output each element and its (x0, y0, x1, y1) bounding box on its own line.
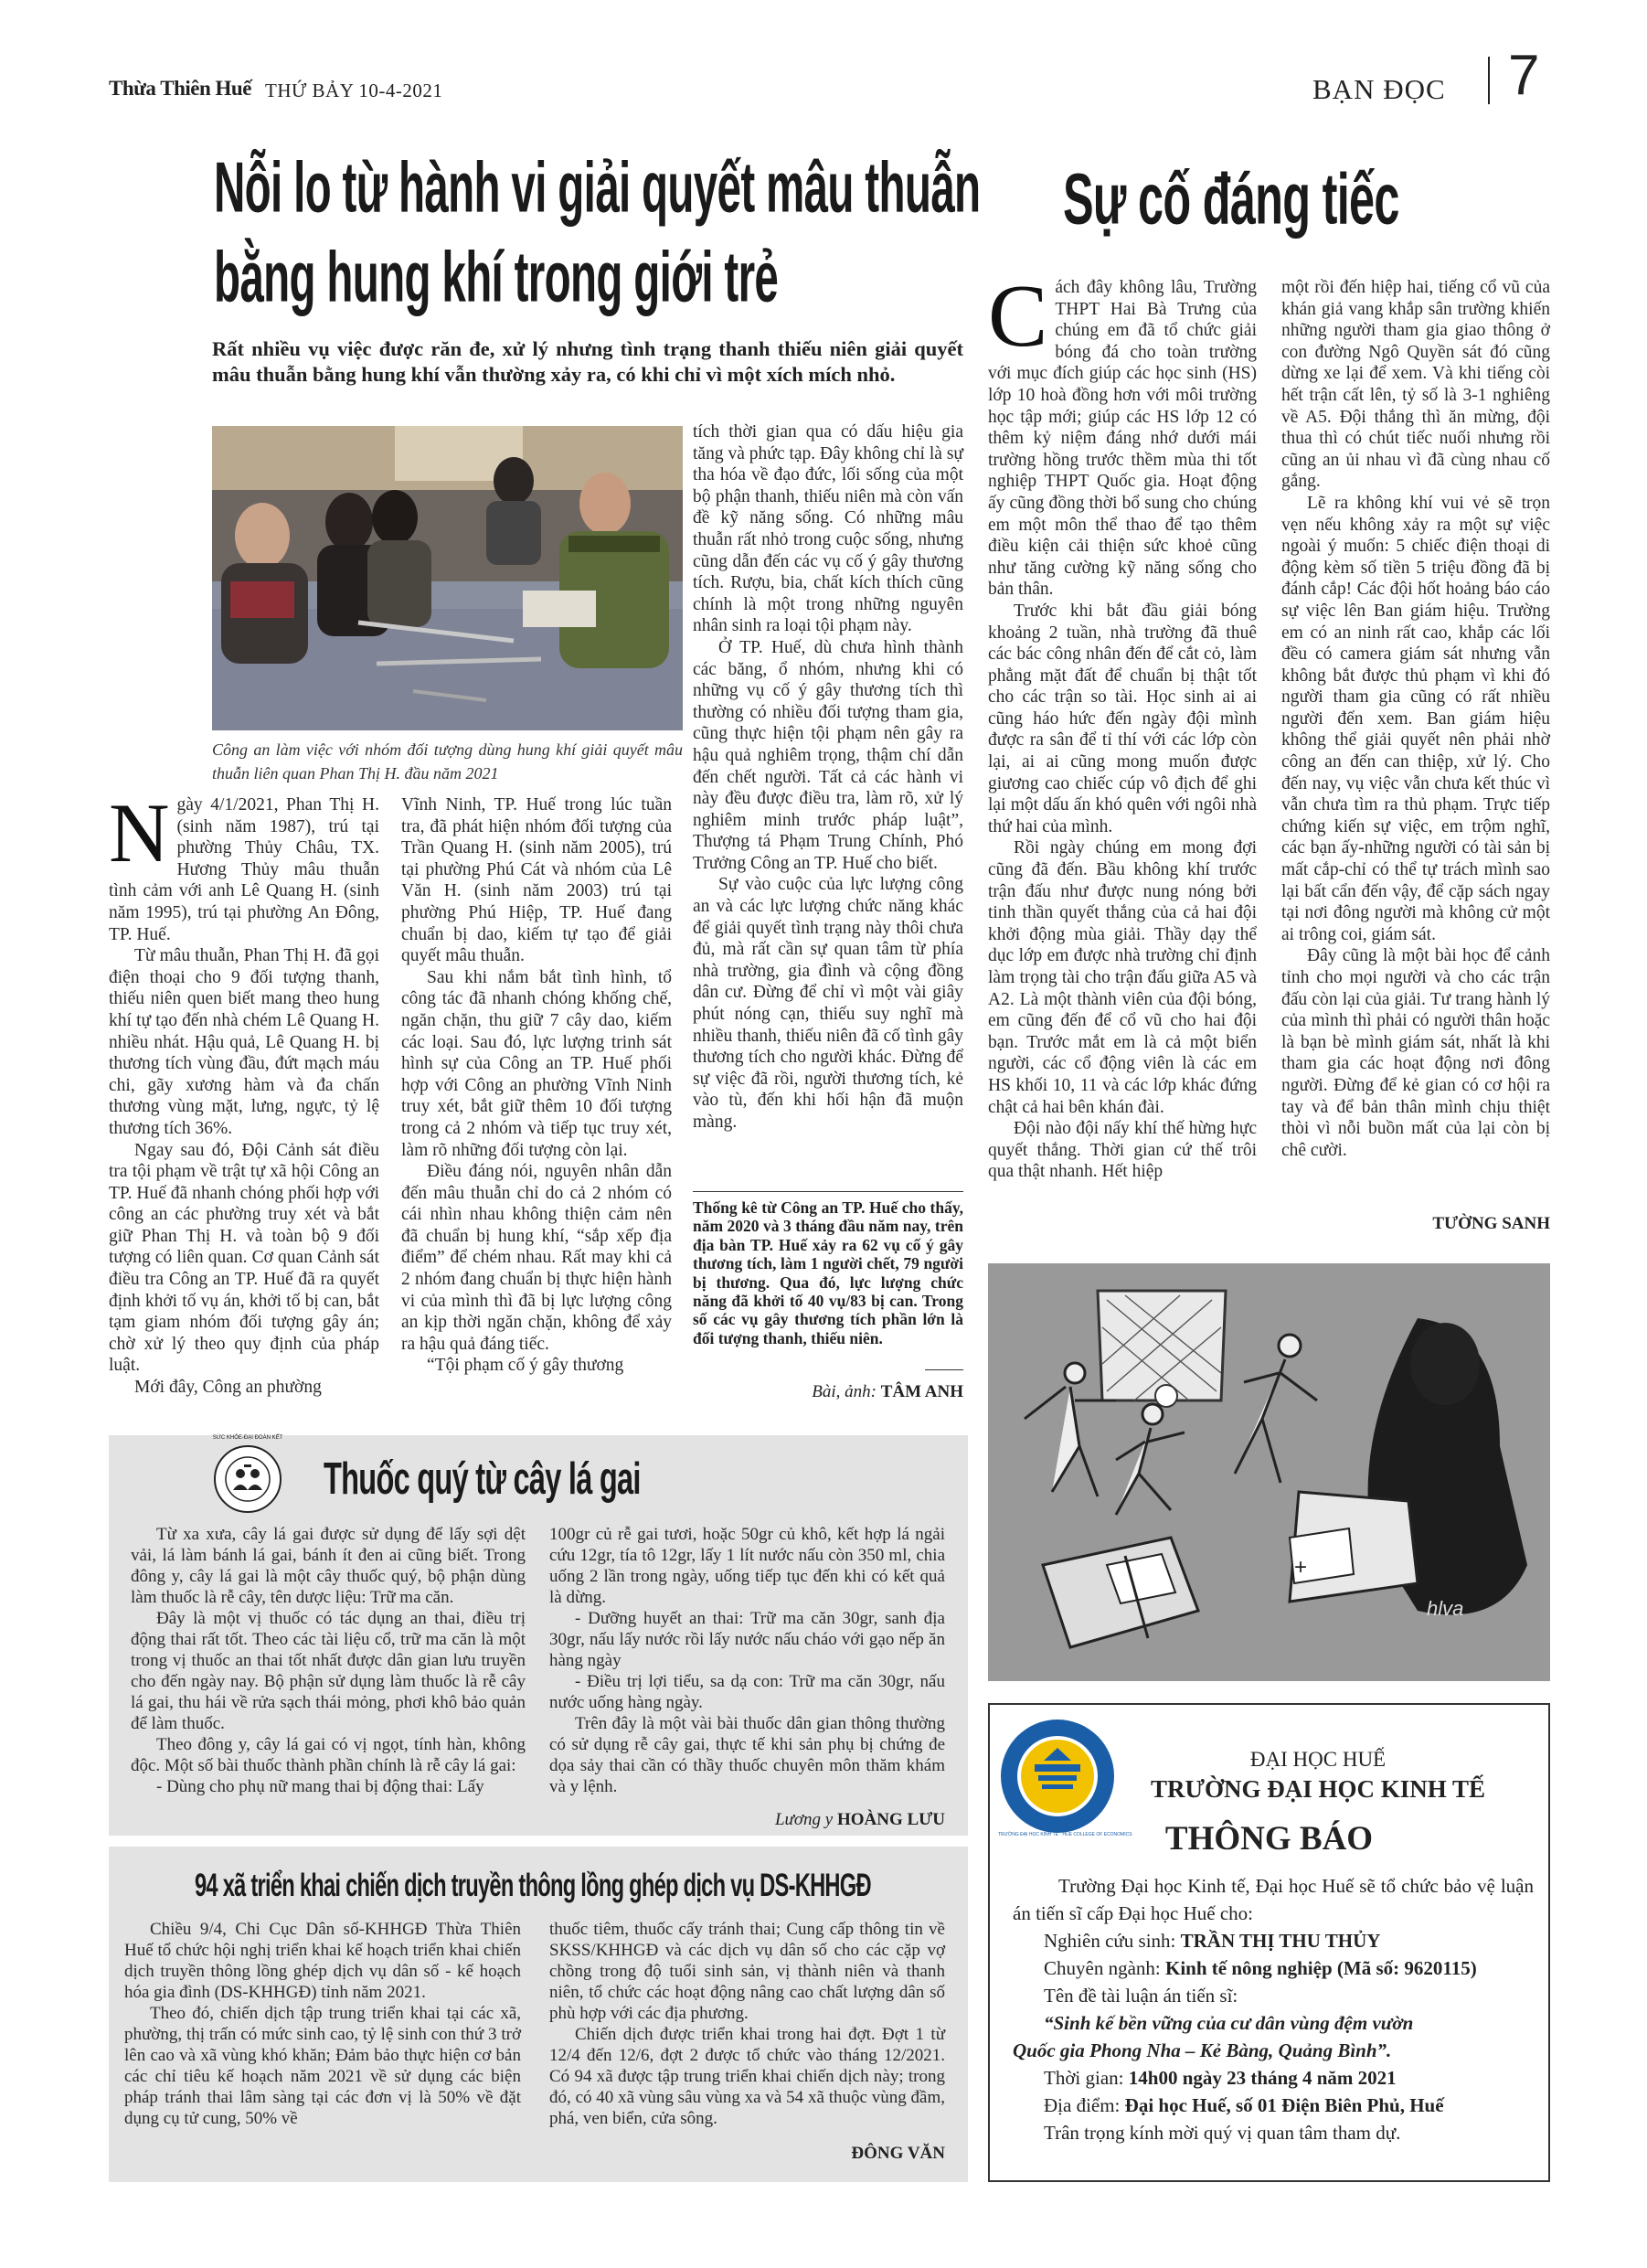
stat-end-rule (925, 1369, 963, 1370)
page-number: 7 (1508, 44, 1540, 107)
side-col1-p2: Trước khi bắt đầu giải bóng khoảng 2 tuần, nhà trường đã thuê các bác công nhân đến để cắt cỏ, làm phẳng mặt đất để chuẩn bị thật tốt cho các trận so tài. Học sinh ai ai cũng háo hức đến ngày đội mình được ra sân để tỉ thí với các lớp còn lại, ai ai cũng mong muốn được giương cao chiếc cúp vô địch để ghi lại một dấu ấn khó quên với ngôi nhà thứ hai của mình. (988, 601, 1257, 836)
illustration (988, 1263, 1550, 1681)
side-col1 (988, 267, 1257, 1183)
population-col1 (124, 1919, 521, 2129)
notice-school: TRƯỜNG ĐẠI HỌC KINH TẾ (1150, 1775, 1486, 1803)
notice-place: Đại học Huế, số 01 Điện Biên Phủ, Huế (1124, 2094, 1444, 2116)
medicine-col2-p2: - Dưỡng huyết an thai: Trữ ma căn 30gr, sanh địa 30gr, nấu lấy nước rồi lấy nước nấu cháo với gạo nếp ăn hàng ngày (549, 1609, 945, 1670)
medicine-col1-p4: - Dùng cho phụ nữ mang thai bị động thai: Lấy (156, 1777, 484, 1796)
main-col1-p2: Từ mâu thuẫn, Phan Thị H. đã gọi điện thoại cho 9 đối tượng thanh, thiếu niên quen biết mang theo hung khí tự tạo đến nhà chém Lê Quang H. nhiều nhát. Hậu quả, Lê Quang H. bị thương tích vùng đầu, đứt mạch máu chi, gãy xương hàm và đa chấn thương vùng mặt, lưng, ngực, tỷ lệ thương tích 36%. (109, 946, 379, 1138)
main-col3-p1: tích thời gian qua có dấu hiệu gia tăng và phức tạp. Đây không chỉ là sự tha hóa về đạo đức, lối sống của một bộ phận thanh, thiếu niên mà còn vấn đề kỹ năng sống. Có những mâu thuẫn rất nhỏ trong cuộc sống, nhưng cũng dẫn đến các vụ cố ý gây thương tích. Rượu, bia, chất kích thích cũng chính là một trong những nguyên nhân sinh ra loại tội phạm này. (693, 422, 963, 636)
notice-researcher-label: Nghiên cứu sinh: (1044, 1930, 1181, 1952)
main-col2-p1: Vĩnh Ninh, TP. Huế trong lúc tuần tra, đã phát hiện nhóm đối tượng của Trần Quang H. (sinh năm 2005), trú tại phường Phú Cát và nhóm của Lê Văn H. (sinh năm 2003) trú tại phường Phú Hiệp, TP. Huế đang chuẩn bị dao, kiếm tự tạo để giải quyết mâu thuẫn. (401, 795, 672, 966)
side-col1-p1: Cách đây không lâu, Trường THPT Hai Bà Trưng của chúng em đã tổ chức giải bóng đá cho toàn trường với mục đích giúp các học sinh (HS) lớp 10 hoà đồng hơn với môi trường học tập mới; giúp các HS lớp 12 có thêm kỷ niệm đáng nhớ dưới mái trường hồng trước thềm mùa thi tốt nghiệp THPT Quốc gia. Hoạt động ấy cũng đồng thời bổ sung cho chúng em một môn thể thao để tạo thêm điều kiện cải thiện sức khoẻ cũng như tăng cường kỹ năng sống cho bản thân. (988, 267, 1257, 600)
health-logo (212, 1435, 283, 1514)
main-col1-p4: Mới đây, Công an phường (134, 1378, 322, 1398)
medicine-col1-p3: Theo đông y, cây lá gai có vị ngọt, tính hàn, không độc. Một số bài thuốc thành phần chính là rễ cây lá gai: (131, 1735, 526, 1775)
main-col1-p1: Ngày 4/1/2021, Phan Thị H. (sinh năm 1987), trú tại phường Thủy Châu, TX. Hương Thủy mâu thuẫn tình cảm với anh Lê Quang H. (sinh năm 1995), trú tại phường An Đông, TP. Huế. (109, 786, 379, 944)
population-col1-p1: Chiều 9/4, Chi Cục Dân số-KHHGĐ Thừa Thiên Huế tổ chức hội nghị triển khai kế hoạch triển khai chiến dịch truyền thông lồng ghép dịch vụ dân số - kế hoạch hóa gia đình (DS-KHHGĐ) tỉnh năm 2021. (124, 1920, 521, 2002)
notice-researcher: TRẦN THỊ THU THỦY (1180, 1930, 1381, 1952)
main-col1-p3: Ngay sau đó, Đội Cảnh sát điều tra tội phạm về trật tự xã hội Công an TP. Huế đã nhanh chóng phối hợp với công an các phường truy xét và bắt giữ Phan Thị H. và toàn bộ 9 đối tượng có liên quan. Cơ quan Cảnh sát điều tra Công an TP. Huế đã ra quyết định khởi tố vụ án, khởi tố bị can, bắt tạm giam nhóm đối tượng gây án; chờ xử lý theo quy định của pháp luật. (109, 1140, 379, 1376)
notice-thesis-line2: Quốc gia Phong Nha – Kẻ Bàng, Quảng Bình”. (1013, 2039, 1392, 2061)
notice-time-line (1013, 2064, 1534, 2092)
health-logo-icon (213, 1444, 282, 1514)
population-col1-p2: Theo đó, chiến dịch tập trung triển khai tại các xã, phường, thị trấn có mức sinh cao, tỷ lệ sinh con thứ 3 trở lên cao và xã vùng khó khăn; Đảm bảo thực hiện cơ bản các chỉ tiêu kế hoạch năm 2021 về sử dụng các biện pháp tránh thai lâm sàng tại các đơn vị là 50% về đặt dụng cụ tử cung, 50% về (124, 2004, 521, 2128)
notice-heading: THÔNG BÁO (1164, 1820, 1374, 1858)
side-col2-p1: một rồi đến hiệp hai, tiếng cổ vũ của khán giả vang khắp sân trường khiến những người tham gia giao thông ở con đường Ngô Quyền sát đó cũng dừng xe lại để xem. Và khi tiếng còi hết trận cất lên, tỷ số là 3-1 nghiêng về A5. Đội thắng thì ăn mừng, đội thua thì có chút tiếc nuối nhưng rồi cũng an ủi nhau vì đã cùng nhau cố gắng. (1281, 278, 1550, 492)
notice-researcher-line (1013, 1927, 1534, 1954)
main-photo (212, 426, 683, 730)
masthead: Thừa Thiên Huế (109, 77, 251, 100)
main-byline (693, 1382, 963, 1402)
side-col2 (1281, 277, 1550, 1161)
main-byline-name: TÂM ANH (880, 1382, 963, 1401)
notice-university: ĐẠI HỌC HUẾ (1249, 1748, 1387, 1771)
notice-time-label: Thời gian: (1044, 2067, 1129, 2089)
population-title: 94 xã triển khai chiến dịch truyền thông lồng ghép dịch vụ DS-KHHGĐ (195, 1867, 871, 1903)
notice-time: 14h00 ngày 23 tháng 4 năm 2021 (1128, 2067, 1397, 2089)
medicine-title: Thuốc quý từ cây lá gai (324, 1453, 641, 1505)
svg-text:+: + (1294, 1555, 1308, 1580)
side-col2-p2: Lẽ ra không khí vui vẻ sẽ trọn vẹn nếu không xảy ra một sự việc ngoài ý muốn: 5 chiếc điện thoại di động kèm số tiền 5 triệu đồng đã bị đánh cắp! Các đội hốt hoảng báo cáo sự việc lên Ban giám hiệu. Trường em có an ninh rất cao, khắp các lối đều có camera giám sát nhưng vẫn không bắt được thủ phạm vì khi đó người tham gia cũng có rất nhiều người đến xem. Ban giám hiệu không thể giải quyết nên phải nhờ công an đến can thiệp, xử lý. Cho đến nay, vụ việc vẫn chưa kết thúc vì vẫn chưa tìm ra thủ phạm. Trực tiếp chứng kiến sự việc, em trộm nghĩ, các bạn ấy-những người có tài sản bị mất cắp-chỉ có thể tự trách mình sao lại bất cẩn đến vậy, để cặp sách ngay tại nơi đông người mà không cử một ai trông coi, giám sát. (1281, 493, 1550, 944)
medicine-byline-prefix: Lương y (774, 1810, 837, 1829)
population-col2-p2: Chiến dịch được triển khai trong hai đợt. Đợt 1 từ 12/4 đến 12/6, đợt 2 được tổ chức vào tháng 12/2021. Có 94 xã được tập trung triển khai chiến dịch này; trong đó, có 40 xã vùng sâu vùng xa và 54 xã thuộc vùng đầm, phá, ven biển, cửa sông. (549, 2025, 945, 2128)
main-col3-p3: Sự vào cuộc của lực lượng công an và các lực lượng chức năng khác để giải quyết tình trạng này thôi chưa đủ, mà rất cần sự quan tâm từ phía nhà trường, gia đình và cộng đồng dân cư. Đừng để chỉ vì một vài giây phút nóng cạn, thiếu suy nghĩ mà nhiều thanh, thiếu niên đã cố tình gây thương tích cho người khác. Đừng để sự việc đã rồi, người thương tích, kẻ vào tù, đến khi hối hận đã muộn màng. (693, 875, 963, 1132)
main-col3-p2: Ở TP. Huế, dù chưa hình thành các băng, ổ nhóm, nhưng khi có những vụ cố ý gây thương tích thì thường có nhiều đối tượng tham gia, cũng thực hiện tội phạm nên gây ra hậu quả nghiêm trọng, thậm chí dẫn đến chết người. Tất cả các hành vi này đều được điều tra, làm rõ, xử lý nghiêm minh trước pháp luật”, Thượng tá Phạm Trung Chính, Phó Trưởng Công an TP. Huế cho biết. (693, 637, 963, 873)
medicine-byline (549, 1810, 945, 1830)
university-logo (998, 1717, 1132, 1837)
notice-major-label: Chuyên ngành: (1044, 1957, 1165, 1979)
university-logo-icon (998, 1717, 1132, 1837)
notice-place-line (1013, 2092, 1534, 2119)
header-divider (1488, 57, 1490, 104)
medicine-col2-p4: Trên đây là một vài bài thuốc dân gian thông thường có sử dụng rễ cây gai, thực tế khi sản phụ bị chứng đe dọa sảy thai cần có thầy thuốc chuyên môn thăm khám và y lệnh. (549, 1714, 945, 1796)
main-col1 (109, 786, 379, 1399)
illustration-signature: hlva (1427, 1597, 1464, 1620)
medicine-col2-p3: - Điều trị lợi tiểu, sa dạ con: Trữ ma căn 30gr, nấu nước uống hàng ngày. (549, 1672, 945, 1712)
notice-thesis-label: Tên đề tài luận án tiến sĩ: (1044, 1985, 1238, 2007)
main-title-line2: bằng hung khí trong giới trẻ (214, 238, 779, 317)
medicine-col2 (549, 1524, 945, 1797)
main-byline-prefix: Bài, ảnh: (812, 1382, 881, 1401)
notice-closing: Trân trọng kính mời quý vị quan tâm tham dự. (1044, 2122, 1401, 2144)
side-col2-p3: Đây cũng là một bài học để cảnh tỉnh cho mọi người và cho các trận đấu còn lại của giải. Tư trang hành lý của mình thì phải có người thân hoặc là bạn bè mình giám sát, nhất là khi tham gia các hoạt động nơi đông người. Đừng để kẻ gian có cơ hội ra tay và để bản thân mình chịu thiệt thòi vì nỗi buồn mất của lại còn bị chê cười. (1281, 946, 1550, 1160)
side-title: Sự cố đáng tiếc (1063, 159, 1399, 240)
population-col2-p1: thuốc tiêm, thuốc cấy tránh thai; Cung cấp thông tin về SKSS/KHHGĐ và các dịch vụ dân số cho các cặp vợ chồng trong độ tuổi sinh sản, vị thành niên và thanh niên, tổ chức các hoạt động nâng cao chất lượng dân số phù hợp với các địa phương. (549, 1920, 945, 2023)
football-theft-illustration (988, 1263, 1550, 1681)
stat-rule (693, 1191, 963, 1192)
notice-place-label: Địa điểm: (1044, 2094, 1125, 2116)
police-photo-image (212, 426, 683, 730)
main-col3 (693, 421, 963, 1134)
main-col2-p2: Sau khi nắm bắt tình hình, tổ công tác đã nhanh chóng khống chế, ngăn chặn, thu giữ 7 cây dao, kiếm các loại. Sau đó, lực lượng trinh sát hình sự của Công an TP. Huế phối hợp với Công an phường Vĩnh Ninh truy xét, bắt giữ thêm 10 đối tượng trong cả 2 nhóm và tiếp tục truy xét, làm rõ những đối tượng còn lại. (401, 967, 672, 1160)
main-col2-p4: “Tội phạm cố ý gây thương (427, 1356, 624, 1376)
side-byline: TƯỜNG SANH (1432, 1214, 1550, 1233)
side-dropcap: C (988, 267, 1048, 366)
notice-major: Kinh tế nông nghiệp (Mã số: 9620115) (1164, 1957, 1477, 1979)
notice-major-line (1013, 1954, 1534, 1982)
main-sapo: Rất nhiều vụ việc được răn đe, xử lý nhưng tình trạng thanh thiếu niên giải quyết mâu thuẫn bằng hung khí vẫn thường xảy ra, có khi chỉ vì một xích mích nhỏ. (212, 337, 963, 386)
main-col2-p3: Điều đáng nói, nguyên nhân dẫn đến mâu thuẫn chỉ do cả 2 nhóm có cái nhìn nhau không thiện cảm nên đã chuẩn bị hung khí, “sắp xếp địa điểm” để chém nhau. Rất may khi cả 2 nhóm đang chuẩn bị thực hiện hành vi của mình thì đã bị lực lượng công an kịp thời ngăn chặn, không để xảy ra hậu quả đáng tiếc. (401, 1162, 672, 1354)
university-logo-text: TRƯỜNG ĐẠI HỌC KINH TẾ · HUE COLLEGE OF ECONOMICS (998, 1832, 1132, 1837)
population-col2 (549, 1919, 945, 2129)
medicine-col1 (131, 1524, 526, 1797)
notice-thesis-line1: “Sinh kế bền vững của cư dân vùng đệm vườn (1044, 2012, 1414, 2034)
population-byline: ĐÔNG VĂN (851, 2144, 945, 2163)
side-col1-p4: Đội nào đội nấy khí thế hừng hực quyết thắng. Thời gian cứ thế trôi qua thật nhanh. Hết hiệp (988, 1119, 1257, 1182)
notice-body (1013, 1872, 1534, 2146)
main-col2 (401, 794, 672, 1377)
main-dropcap: N (109, 786, 170, 879)
medicine-col1-p2: Đây là một vị thuốc có tác dụng an thai, điều trị động thai rất tốt. Theo các tài liệu cổ, trữ ma căn là một trong vị thuốc an thai tốt nhất được dân gian lưu truyền cho đến ngày nay. Bộ phận sử dụng làm thuốc là rễ cây lá gai, thu hái về rửa sạch thái mỏng, phơi khô bảo quản để làm thuốc. (131, 1609, 526, 1733)
medicine-col1-p1: Từ xa xưa, cây lá gai được sử dụng để lấy sợi dệt vải, lá làm bánh lá gai, bánh ít đen ai cũng biết. Trong đông y, cây lá gai là một cây thuốc quý, bộ phận dùng làm thuốc là rễ cây, tên dược liệu: Trữ ma căn. (131, 1525, 526, 1607)
notice-intro: Trường Đại học Kinh tế, Đại học Huế sẽ tổ chức bảo vệ luận án tiến sĩ cấp Đại học Huế cho: (1013, 1875, 1534, 1924)
main-title-line1: Nỗi lo từ hành vi giải quyết mâu thuẫn (214, 148, 981, 228)
side-col1-p3: Rồi ngày chúng em mong đợi cũng đã đến. Bầu không khí trước trận đấu như được nung nóng bởi tinh thần quyết thắng của cả hai đội khởi động mùa giải. Thầy dạy thể dục lớp em được nhà trường chỉ định làm trọng tài cho trận đấu giữa A5 và A2. Là một thành viên của đội bóng, em cũng đến để cổ vũ cho hai đội bạn. Trước mắt em là cả một biển người, các cổ động viên là các em HS khối 10, 11 và các lớp khác đứng chật cả hai bên khán đài. (988, 838, 1257, 1117)
medicine-col2-p1: 100gr củ rễ gai tươi, hoặc 50gr củ khô, kết hợp lá ngải cứu 12gr, tía tô 12gr, lấy 1 lít nước nấu còn 350 ml, chia uống 2 lần trong ngày, uống tiếp tục đến khi có kết quả là dừng. (549, 1525, 945, 1607)
section-name: BẠN ĐỌC (1312, 73, 1446, 105)
health-logo-text: SỨC KHỎE-ĐẠI ĐOÀN KẾT (212, 1435, 283, 1441)
stat-box: Thống kê từ Công an TP. Huế cho thấy, năm 2020 và 3 tháng đầu năm nay, trên địa bàn TP. Huế xảy ra 62 vụ cố ý gây thương tích, làm 1 người chết, 79 người bị thương. Qua đó, lực lượng chức năng đã khởi tố 40 vụ/83 bị can. Trong số các vụ gây thương tích phần lớn là đối tượng thanh, thiếu niên. (693, 1198, 963, 1347)
main-photo-caption: Công an làm việc với nhóm đối tượng dùng hung khí giải quyết mâu thuẫn liên quan Phan Thị H. đầu năm 2021 (212, 740, 683, 783)
issue-date: THỨ BẢY 10-4-2021 (265, 80, 443, 101)
medicine-byline-name: HOÀNG LƯU (836, 1810, 945, 1829)
